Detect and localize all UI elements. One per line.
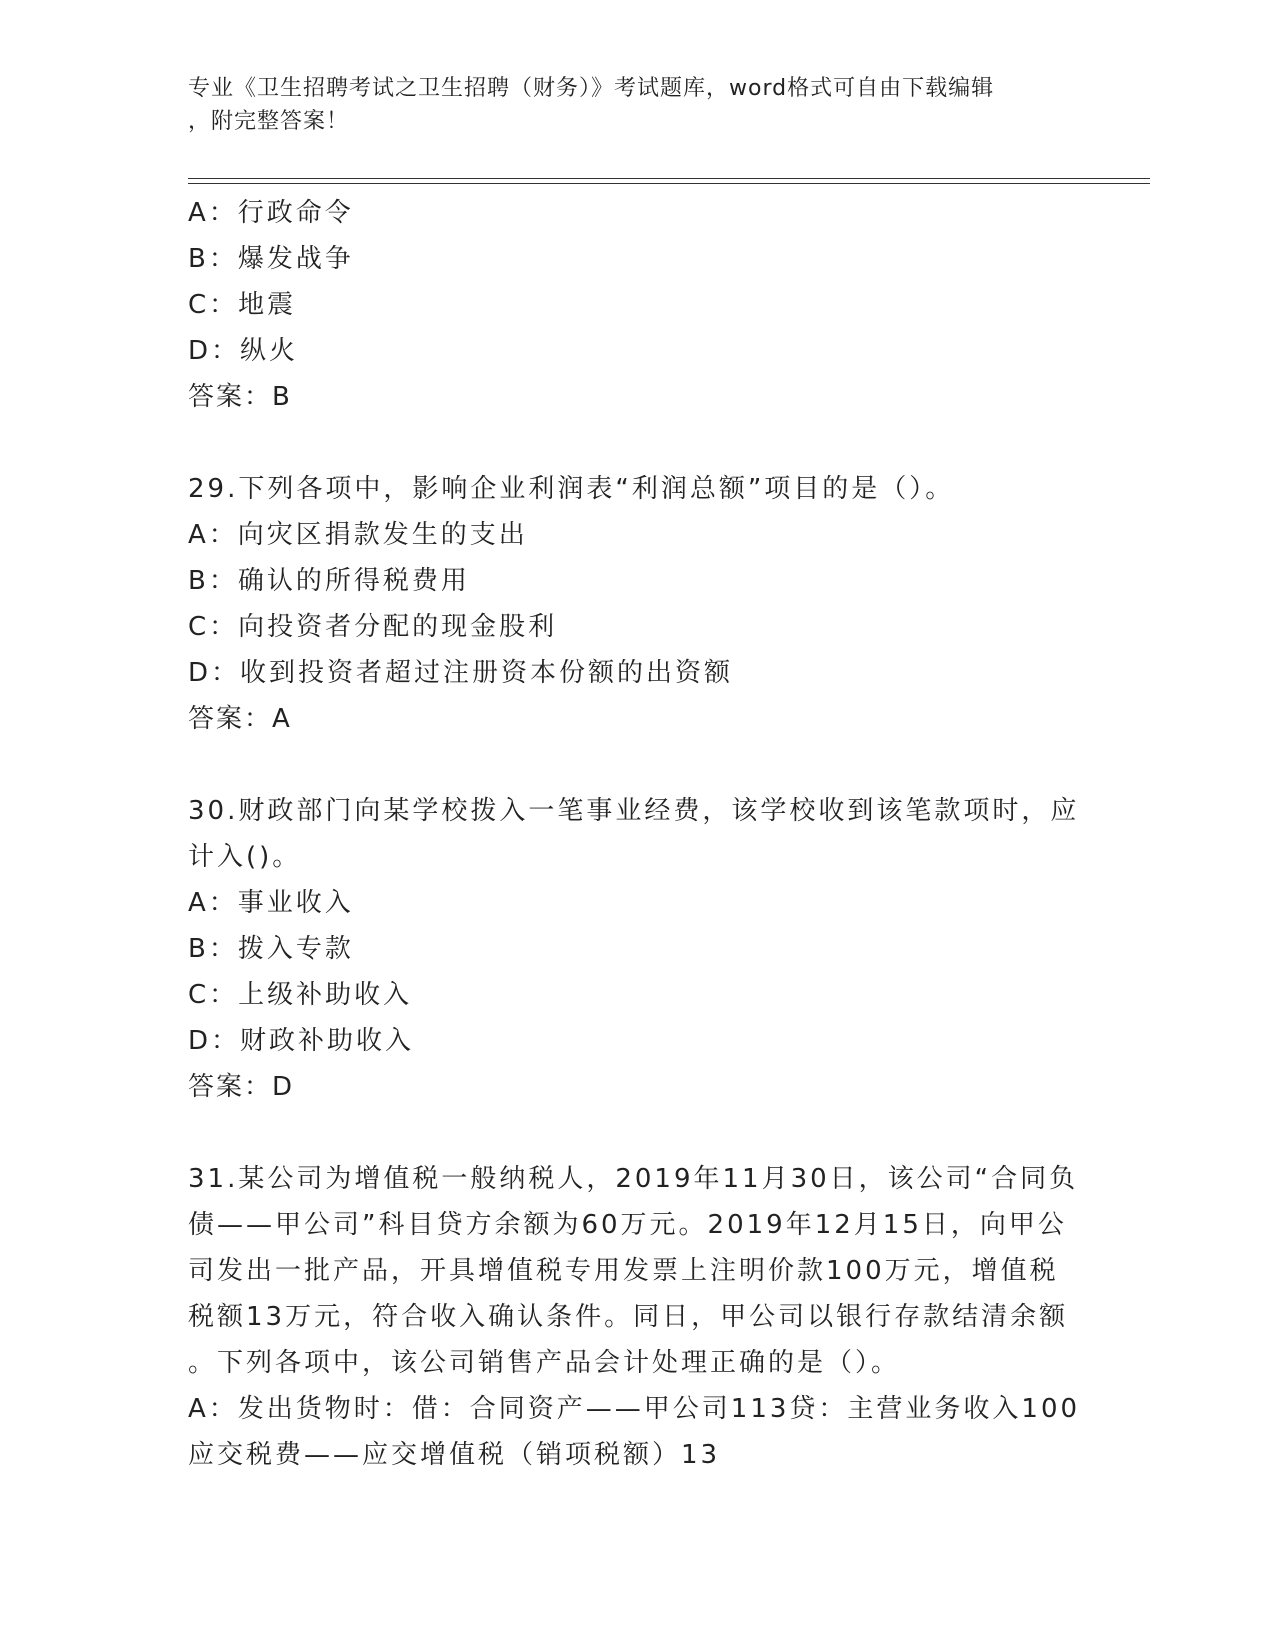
question-28 [188,190,1088,420]
q30-option-b: B：拨入专款 [188,934,354,964]
question-29 [188,466,1088,742]
question-31 [188,1156,1088,1478]
spacer [188,420,1088,466]
header-line-1: 专业《卫生招聘考试之卫生招聘（财务）》考试题库，word格式可自由下载编辑 [188,76,995,101]
q28-option-a: A：行政命令 [188,198,354,228]
q30-option-a: A：事业收入 [188,888,354,918]
q31-stem-line-3: 司发出一批产品，开具增值税专用发票上注明价款100万元，增值税 [188,1256,1059,1286]
question-30 [188,788,1088,1110]
header-line-2: ，附完整答案！ [188,109,350,134]
q31-option-a: A：发出货物时：借：合同资产——甲公司113贷：主营业务收入100 [188,1394,1081,1424]
q31-stem-line-1: 31.某公司为增值税一般纳税人，2019年11月30日，该公司“合同负 [188,1164,1079,1194]
header-divider-bottom [188,183,1150,184]
question-content [188,190,1088,1478]
q30-option-c: C：上级补助收入 [188,980,413,1010]
q30-stem-line-1: 30.财政部门向某学校拨入一笔事业经费，该学校收到该笔款项时，应 [188,796,1080,826]
q28-option-c: C：地震 [188,290,297,320]
spacer [188,1110,1088,1156]
q31-stem-line-4: 税额13万元，符合收入确认条件。同日，甲公司以银行存款结清余额 [188,1302,1069,1332]
document-header [188,72,1068,138]
q29-option-d: D：收到投资者超过注册资本份额的出资额 [188,658,734,688]
q31-option-a-continued: 应交税费——应交增值税（销项税额）13 [188,1440,721,1470]
q29-option-c: C：向投资者分配的现金股利 [188,612,558,642]
q28-option-b: B：爆发战争 [188,244,354,274]
q28-option-d: D：纵火 [188,336,299,366]
spacer [188,742,1088,788]
header-divider-top [188,178,1150,179]
q28-answer: 答案：B [188,382,292,412]
q30-answer: 答案：D [188,1072,295,1102]
q29-option-a: A：向灾区捐款发生的支出 [188,520,528,550]
q29-option-b: B：确认的所得税费用 [188,566,470,596]
q30-stem-line-2: 计入()。 [188,842,302,872]
q31-stem-line-5: 。下列各项中，该公司销售产品会计处理正确的是（）。 [188,1348,901,1378]
q30-option-d: D：财政补助收入 [188,1026,415,1056]
q29-stem: 29.下列各项中，影响企业利润表“利润总额”项目的是（）。 [188,474,955,504]
q31-stem-line-2: 债——甲公司”科目贷方余额为60万元。2019年12月15日，向甲公 [188,1210,1067,1240]
q29-answer: 答案：A [188,704,292,734]
